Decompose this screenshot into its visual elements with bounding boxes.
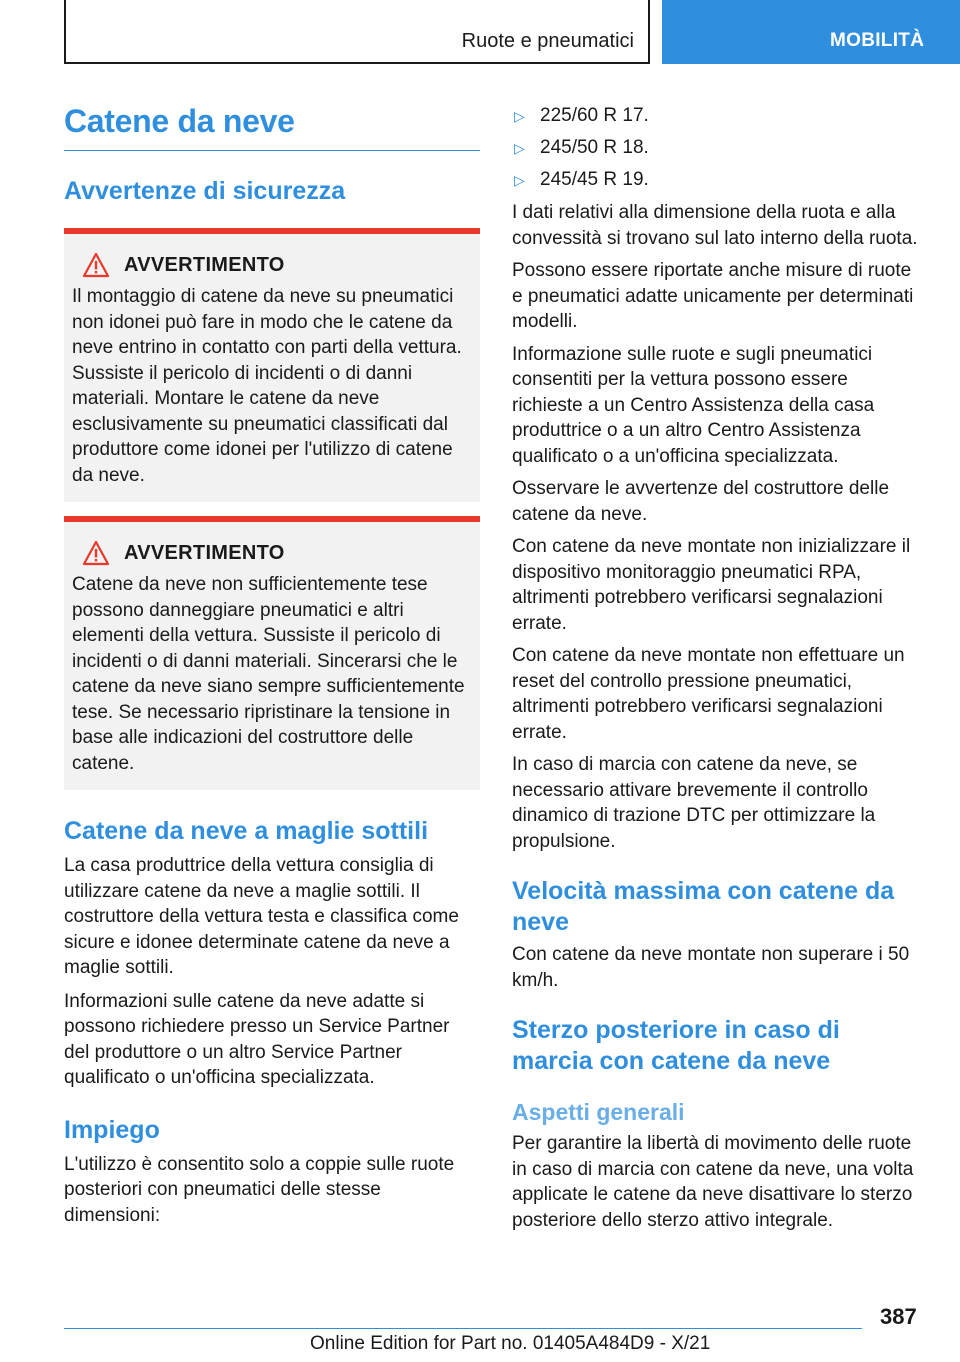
heading-max-speed: Velocità massima con catene da neve	[512, 877, 895, 936]
page-title: Catene da neve	[64, 100, 480, 151]
header-chapter-tab	[662, 0, 960, 64]
warning-triangle-icon	[82, 540, 110, 566]
paragraph-max-speed: Con catene da neve montate non superare i 50 km/h.	[512, 944, 910, 991]
list-item: ▷ 245/45 R 19.	[512, 164, 922, 196]
warning-header	[72, 538, 472, 568]
paragraph-use: L'utilizzo è consentito solo a coppie sulle ruote posteriori con pneumatici delle stesse dimensioni:	[64, 1153, 455, 1226]
tire-size-list	[512, 100, 922, 196]
list-item: ▷ 225/60 R 17.	[512, 100, 922, 132]
bullet-triangle-icon: ▷	[514, 172, 525, 188]
left-column	[64, 100, 480, 1228]
heading-general: Aspetti generali	[512, 1099, 685, 1125]
heading-fine-chains: Catene da neve a maglie sottili	[64, 817, 429, 845]
paragraph-general: Per garantire la libertà di movimento delle ruote in caso di marcia con catene da neve, una volta applicate le catene da neve disattivare lo sterzo posteriore dello sterzo attivo integrale.	[512, 1133, 914, 1231]
paragraph-fine-chains-2: Informazioni sulle catene da neve adatte si possono richiedere presso un Service Partner del produttore o un altro Service Partner qualificato o un'officina specializzata.	[64, 990, 450, 1088]
heading-use: Impiego	[64, 1115, 160, 1144]
bullet-triangle-icon: ▷	[514, 140, 525, 156]
heading-safety: Avvertenze di sicurezza	[64, 177, 346, 205]
paragraph-right-7: In caso di marcia con catene da neve, se necessario attivare brevemente il controllo dinamico di trazione DTC per ottimizzare la propulsione.	[512, 754, 876, 852]
bullet-triangle-icon: ▷	[514, 108, 525, 124]
page-number: 387	[880, 1304, 917, 1329]
header-section-box	[64, 0, 650, 64]
paragraph-fine-chains-1: La casa produttrice della vettura consiglia di utilizzare catene da neve a maglie sottili. Il costruttore della vettura testa e classifica come sicure e idonee determinate catene da neve a maglie sottili.	[64, 855, 459, 978]
warning-box-1	[64, 228, 480, 502]
warning-title: AVVERTIMENTO	[124, 541, 285, 564]
paragraph-right-2: Possono essere riportate anche misure di ruote e pneumatici adatte unicamente per determinati modelli.	[512, 260, 914, 332]
paragraph-right-3: Informazione sulle ruote e sugli pneumatici consentiti per la vettura possono essere richieste a un Centro Assistenza della casa produttrice o a un altro Centro Assistenza qualificato o a un'officina specializzata.	[512, 343, 875, 467]
list-item: ▷ 245/50 R 18.	[512, 132, 922, 164]
header-section-label: Ruote e pneumatici	[461, 30, 634, 52]
header-chapter-label: MOBILITÀ	[830, 30, 925, 51]
warning-title: AVVERTIMENTO	[124, 253, 285, 276]
paragraph-right-1: I dati relativi alla dimensione della ruota e alla convessità si trovano sul lato interno della ruota.	[512, 202, 918, 249]
paragraph-right-6: Con catene da neve montate non effettuare un reset del controllo pressione pneumatici, altrimenti potrebbero verificarsi segnalazioni errate.	[512, 645, 905, 743]
warning-text: Catene da neve non sufficientemente tese possono danneggiare pneumatici e altri elementi della vettura. Sussiste il pericolo di incidenti o di danni materiali. Sincerarsi che le catene da neve siano sempre sufficientemente tese. Se necessario ripristinare la tensione in base alle indicazioni del costruttore delle catene.	[72, 574, 465, 774]
footer-edition: Online Edition for Part no. 01405A484D9 - X/21	[310, 1333, 711, 1354]
paragraph-right-5: Con catene da neve montate non inizializzare il dispositivo monitoraggio pneumatici RPA, altrimenti potrebbero verificarsi segnalazioni errate.	[512, 536, 911, 634]
warning-box-2	[64, 516, 480, 790]
right-column	[512, 100, 922, 1233]
paragraph-right-4: Osservare le avvertenze del costruttore delle catene da neve.	[512, 478, 890, 525]
warning-header	[72, 250, 472, 280]
warning-triangle-icon	[82, 252, 110, 278]
warning-text: Il montaggio di catene da neve su pneumatici non idonei può fare in modo che le catene da neve entrino in contatto con parti della vettura. Sussiste il pericolo di incidenti o di danni materiali. Montare le catene da neve esclusivamente su pneumatici classificati dal produttore come idonei per l'utilizzo di catene da neve.	[72, 286, 462, 486]
heading-rear-steering: Sterzo posteriore in caso di marcia con catene da neve	[512, 1016, 840, 1075]
footer-divider	[64, 1328, 862, 1329]
